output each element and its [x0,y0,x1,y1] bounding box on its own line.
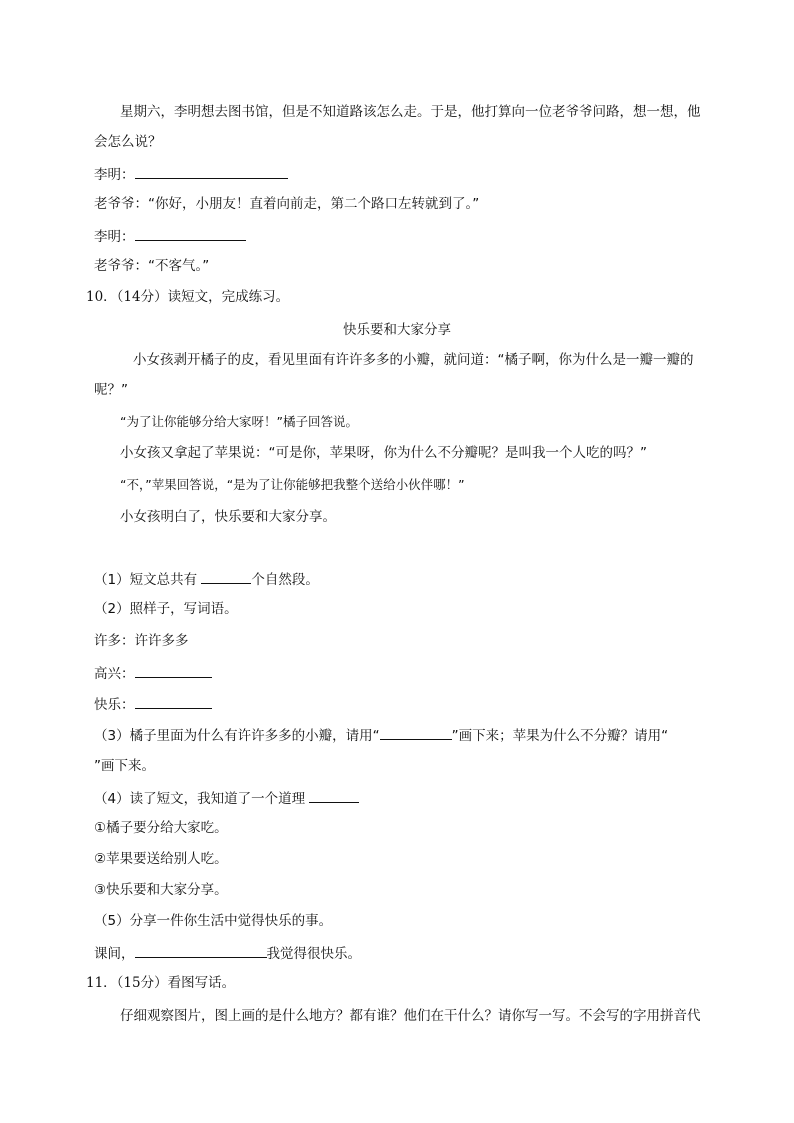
story-paragraph-1-line1: 小女孩剥开橘子的皮，看见里面有许许多多的小瓣，就问道：“橘子啊，你为什么是一瓣一瓣的 [133,352,694,368]
subquestion-3-line1 [94,725,668,745]
speaker-liming: 李明： [94,167,135,183]
answer-blank-liming-2[interactable] [135,226,246,241]
subquestion-4 [94,788,359,808]
answer-blank-liming-1[interactable] [135,164,288,179]
underline-mark-sample [380,725,452,740]
q9-dialog-line4: 老爷爷：“不客气。” [94,258,210,274]
question-11-header: 11．（15分）看图写话。 [86,975,236,991]
speaker-liming: 李明： [94,229,135,245]
subquestion-5-prefix: 课间， [94,946,135,962]
q9-dialog-line3 [94,226,246,246]
subquestion-5: （5）分享一件你生活中觉得快乐的事。 [94,913,333,929]
subquestion-1-suffix: 个自然段。 [251,572,319,588]
subquestion-3-line2: ”画下来。 [94,758,155,774]
q9-dialog-line1 [94,164,288,184]
subquestion-3-text: （3）橘子里面为什么有许许多多的小瓣，请用“ [94,728,380,744]
story-paragraph-4: “不，”苹果回答说，“是为了让你能够把我整个送给小伙伴哪！” [120,477,465,492]
story-paragraph-5: 小女孩明白了，快乐要和大家分享。 [120,509,336,525]
word-item-1-label: 高兴： [94,666,135,682]
answer-blank-happy-event[interactable] [135,943,267,958]
subquestion-3-text-2: ”画下来；苹果为什么不分瓣？请用“ [451,728,669,744]
subquestion-4-text: （4）读了短文，我知道了一个道理 [94,791,310,807]
word-item-2-label: 快乐： [94,697,135,713]
option-3[interactable]: ③快乐要和大家分享。 [94,882,228,898]
subquestion-5-suffix: 我觉得很快乐。 [266,946,361,962]
q9-intro-line2: 会怎么说？ [94,134,162,150]
answer-blank-gaoxing[interactable] [135,663,212,678]
subquestion-1 [94,569,319,589]
word-example: 许多：许许多多 [94,633,189,649]
q9-dialog-line2: 老爷爷：“你好，小朋友！直着向前走，第二个路口左转就到了。” [94,196,480,212]
option-2[interactable]: ②苹果要送给别人吃。 [94,851,228,867]
story-paragraph-3: 小女孩又拿起了苹果说：“可是你，苹果呀，你为什么不分瓣呢？是叫我一个人吃的吗？” [120,445,647,461]
subquestion-5-answer [94,943,361,963]
answer-blank-paragraph-count[interactable] [201,569,251,584]
answer-blank-kuaile[interactable] [135,694,212,709]
story-paragraph-1-line2: 呢？” [94,382,128,398]
subquestion-2: （2）照样子，写词语。 [94,601,238,617]
subquestion-1-text: （1）短文总共有 [94,572,202,588]
q9-intro-line1: 星期六，李明想去图书馆，但是不知道路该怎么走。于是，他打算向一位老爷爷问路，想一想，他 [120,104,701,120]
word-item-1 [94,663,212,683]
question-11-instruction: 仔细观察图片，图上画的是什么地方？都有谁？他们在干什么？请你写一写。不会写的字用拼音代 [120,1008,701,1024]
story-paragraph-2: “为了让你能够分给大家呀！”橘子回答说。 [120,414,358,429]
answer-blank-choice[interactable] [309,788,359,803]
question-10-header: 10．（14分）读短文，完成练习。 [86,289,290,305]
word-item-2 [94,694,212,714]
story-title: 快乐要和大家分享 [343,322,451,338]
option-1[interactable]: ①橘子要分给大家吃。 [94,820,228,836]
